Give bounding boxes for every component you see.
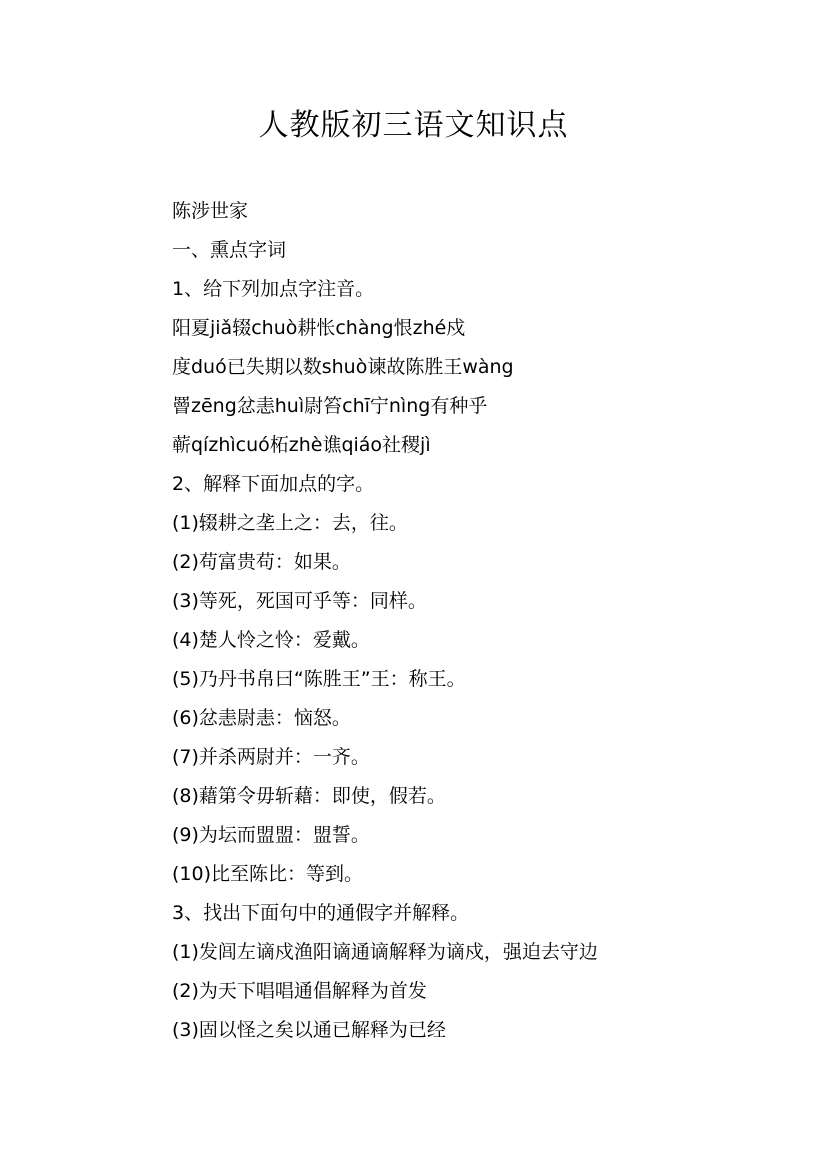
text-line: (7)并杀两尉并：一齐。 bbox=[172, 746, 370, 768]
text-line: 2、解释下面加点的字。 bbox=[172, 473, 375, 495]
text-line: (1)发闾左谪戍渔阳谪通谪解释为谪戍，强迫去守边 bbox=[172, 941, 598, 963]
text-line: 蕲qízhìcuó柘zhè谯qiáo社稷jì bbox=[172, 434, 431, 456]
document-body bbox=[172, 196, 732, 1054]
text-line: (6)忿恚尉恚：恼怒。 bbox=[172, 707, 351, 729]
text-line: (1)辍耕之垄上之：去，往。 bbox=[172, 512, 408, 534]
text-line: 罾zēng忿恚huì尉笞chī宁nìng有种乎 bbox=[172, 395, 488, 417]
text-line: 陈涉世家 bbox=[172, 200, 249, 222]
text-line: 阳夏jiǎ辍chuò耕怅chàng恨zhé戍 bbox=[172, 317, 466, 339]
text-line: (9)为坛而盟盟：盟誓。 bbox=[172, 824, 370, 846]
text-line: 一、熏点字词 bbox=[172, 239, 287, 261]
text-line: (2)为天下唱唱通倡解释为首发 bbox=[172, 980, 427, 1002]
text-line: (8)藉第令毋斩藉：即使，假若。 bbox=[172, 785, 446, 807]
text-line: 度duó已失期以数shuò谏故陈胜王wàng bbox=[172, 356, 514, 378]
text-line: (2)苟富贵苟：如果。 bbox=[172, 551, 351, 573]
text-line: (4)楚人怜之怜：爱戴。 bbox=[172, 629, 370, 651]
text-line: (3)等死，死国可乎等：同样。 bbox=[172, 590, 427, 612]
text-line: 1、给下列加点字注音。 bbox=[172, 278, 375, 300]
text-line: (10)比至陈比：等到。 bbox=[172, 863, 364, 885]
text-line: (3)固以怪之矣以通已解释为已经 bbox=[172, 1019, 446, 1041]
text-line: 3、找出下面句中的通假字并解释。 bbox=[172, 902, 470, 924]
document-title: 人教版初三语文知识点 bbox=[258, 108, 569, 143]
text-line: (5)乃丹书帛曰“陈胜王”王：称王。 bbox=[172, 668, 466, 690]
